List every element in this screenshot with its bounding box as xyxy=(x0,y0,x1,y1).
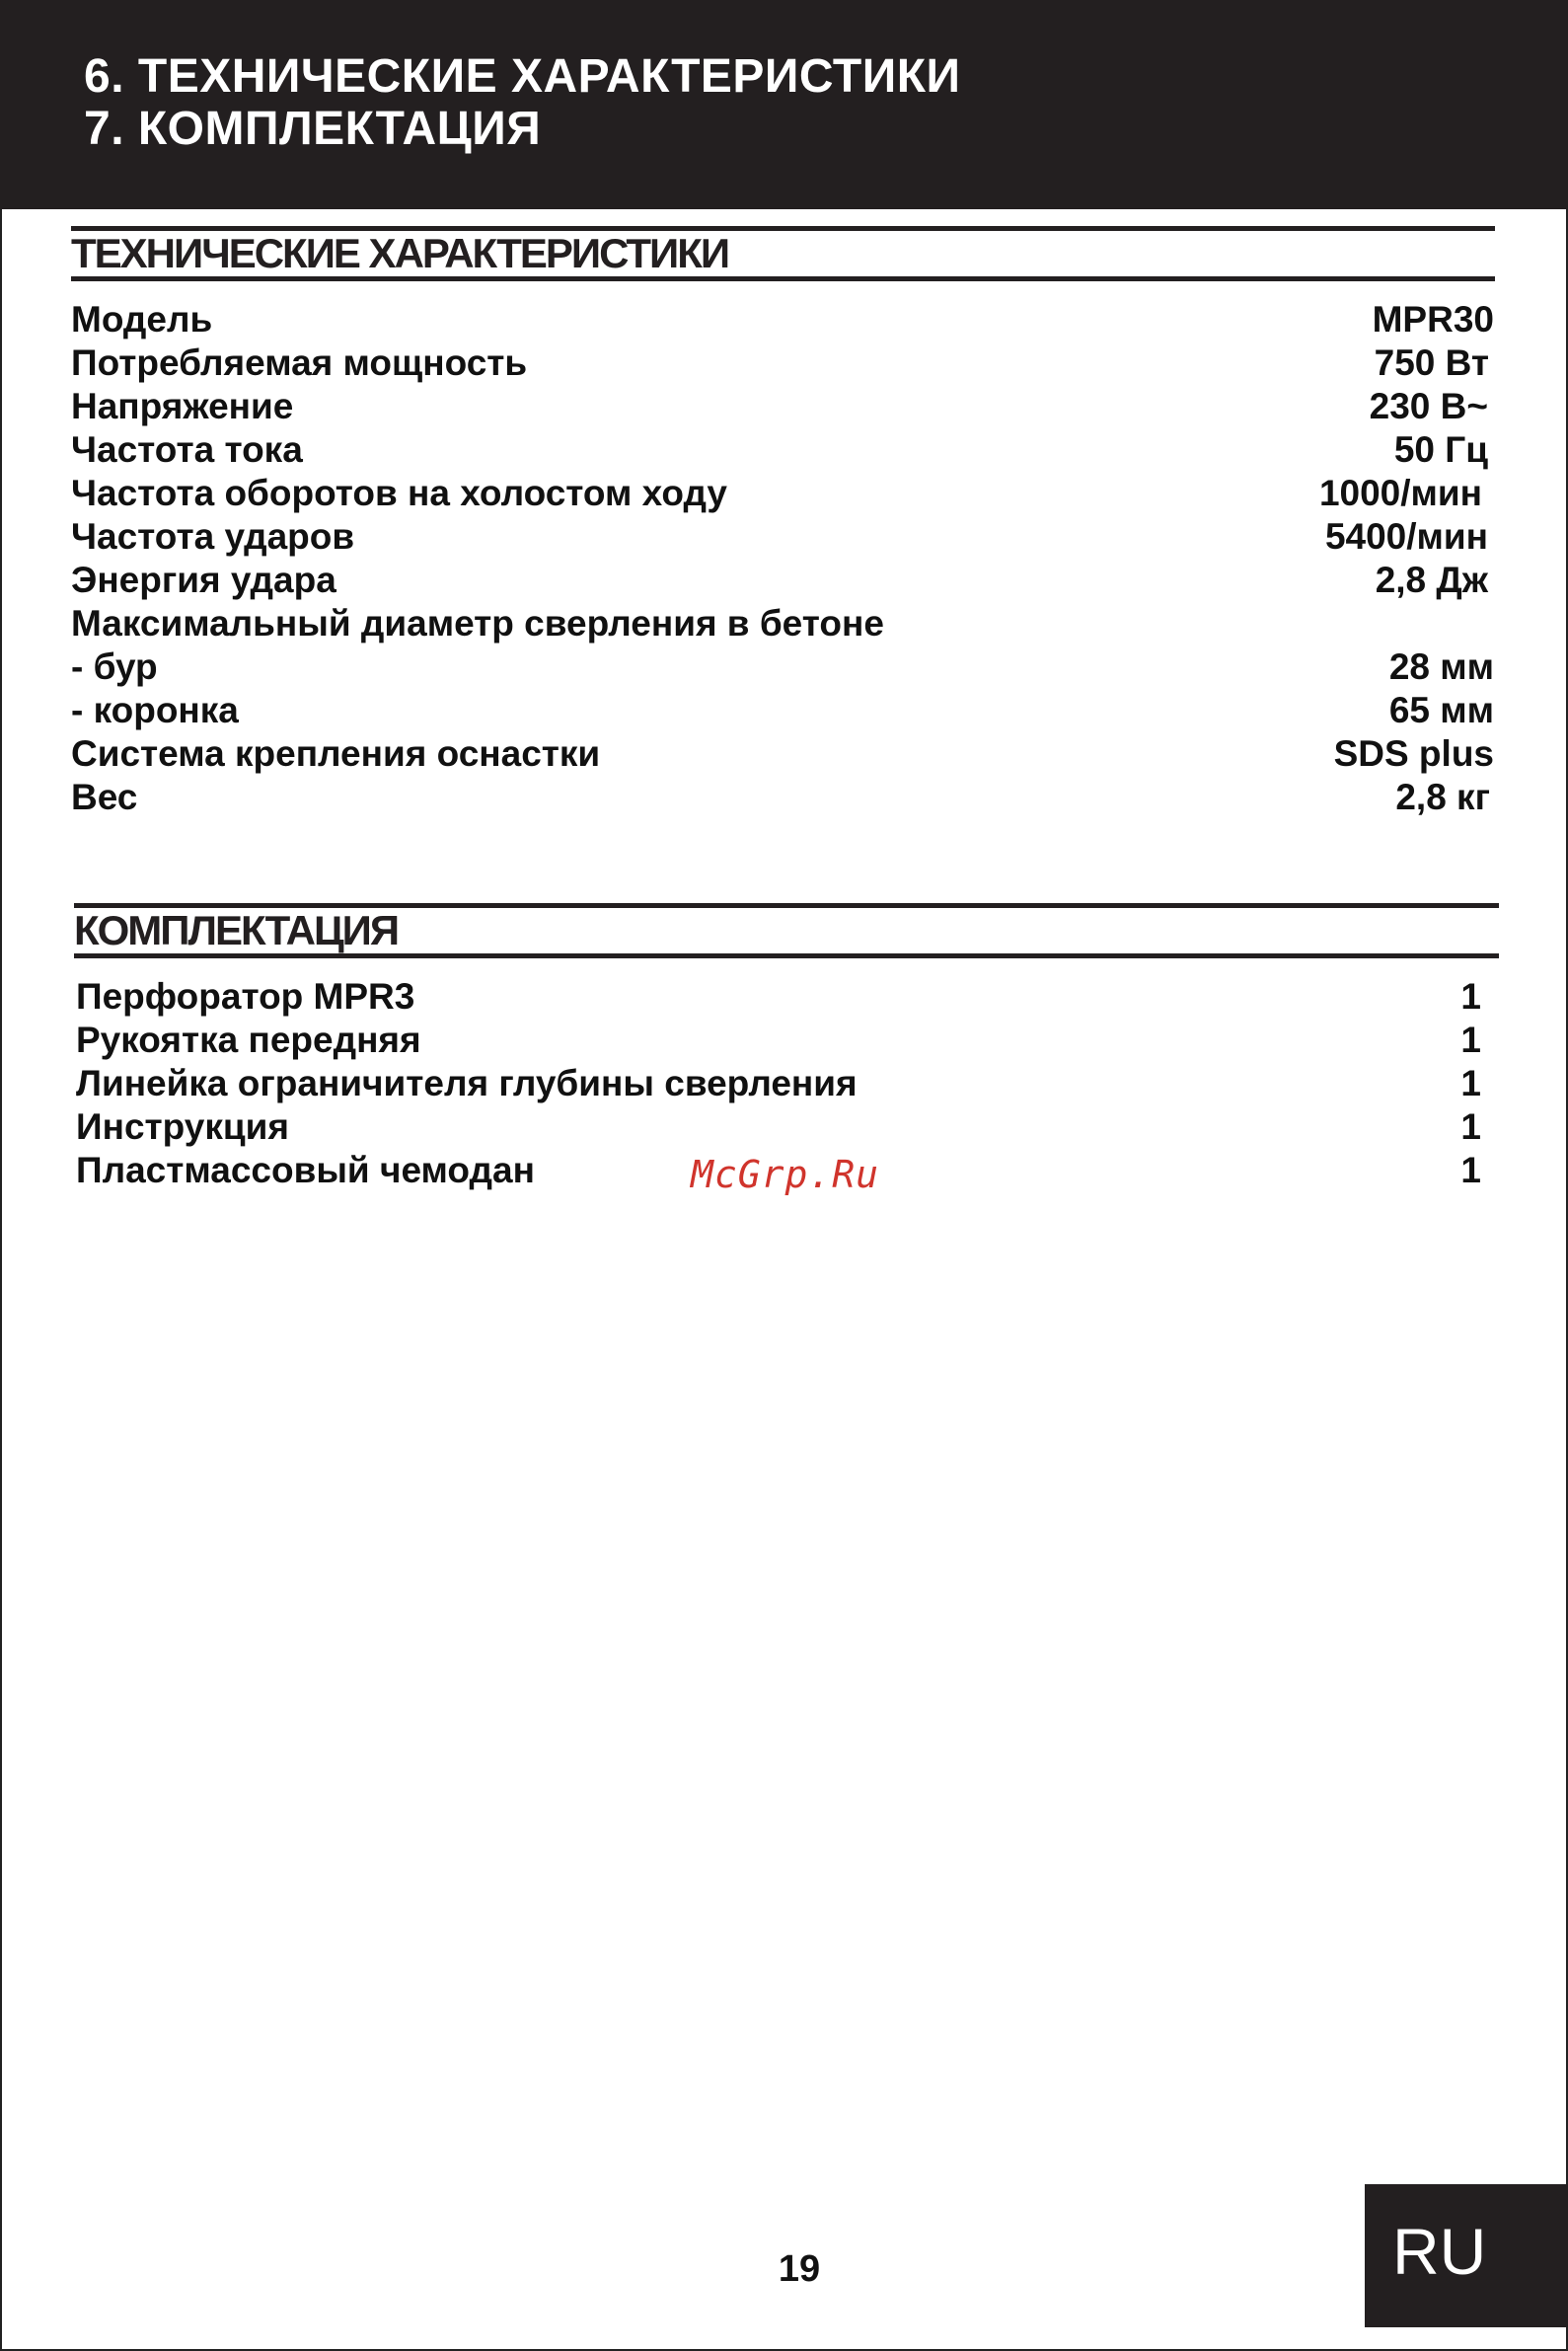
spec-row-power xyxy=(71,341,1494,385)
spec-row-voltage xyxy=(71,385,1494,428)
spec-label: Частота ударов xyxy=(71,516,355,557)
kit-item-quantity: 1 xyxy=(1460,976,1481,1017)
spec-value: 5400/мин xyxy=(1324,516,1488,557)
spec-row-model xyxy=(71,298,1494,341)
header-title-line-1: 6. ТЕХНИЧЕСКИЕ ХАРАКТЕРИСТИКИ xyxy=(84,50,961,103)
spec-label: Потребляемая мощность xyxy=(71,342,528,383)
spec-label: Частота оборотов на холостом ходу xyxy=(71,473,727,513)
kit-item-quantity: 1 xyxy=(1460,1020,1481,1060)
specs-section-title: ТЕХНИЧЕСКИЕ ХАРАКТЕРИСТИКИ xyxy=(71,230,729,276)
kit-row xyxy=(76,1062,1481,1105)
kit-item-label: Рукоятка передняя xyxy=(76,1020,421,1060)
language-tab xyxy=(1365,2184,1568,2327)
spec-value: 2,8 кг xyxy=(1395,777,1490,817)
spec-value: 2,8 Дж xyxy=(1375,560,1488,600)
spec-label: Напряжение xyxy=(71,386,294,426)
spec-label: Модель xyxy=(71,299,213,340)
spec-row-drill-bit xyxy=(71,645,1494,689)
specs-table xyxy=(71,298,1494,819)
spec-row-impact-rate xyxy=(71,515,1494,559)
spec-value: 50 Гц xyxy=(1393,429,1488,470)
page-number: 19 xyxy=(778,2248,821,2290)
watermark: McGrp.Ru xyxy=(691,1153,880,1196)
spec-row-core-bit xyxy=(71,689,1494,732)
spec-row-max-diameter xyxy=(71,602,1494,645)
spec-value: SDS plus xyxy=(1333,733,1494,774)
kit-section-header xyxy=(74,903,1499,958)
spec-label: - бур xyxy=(71,646,158,687)
kit-item-label: Пластмассовый чемодан xyxy=(76,1150,535,1190)
spec-label: Частота тока xyxy=(71,429,303,470)
language-tab-label: RU xyxy=(1392,2215,1487,2288)
kit-item-quantity: 1 xyxy=(1460,1106,1481,1147)
kit-section-title: КОМПЛЕКТАЦИЯ xyxy=(74,907,399,953)
specs-section-header xyxy=(71,226,1495,281)
spec-row-weight xyxy=(71,776,1494,819)
spec-value: 65 мм xyxy=(1388,690,1494,730)
kit-row xyxy=(76,1105,1481,1149)
spec-label: Максимальный диаметр сверления в бетоне xyxy=(71,603,884,644)
kit-item-label: Линейка ограничителя глубины сверления xyxy=(76,1063,858,1103)
spec-row-impact-energy xyxy=(71,559,1494,602)
spec-value: 230 В~ xyxy=(1369,386,1488,426)
kit-item-quantity: 1 xyxy=(1460,1150,1481,1190)
spec-label: Энергия удара xyxy=(71,560,336,600)
spec-value: 750 Вт xyxy=(1374,342,1489,383)
spec-row-frequency xyxy=(71,428,1494,472)
spec-value: 1000/мин xyxy=(1318,473,1482,513)
kit-row xyxy=(76,1019,1481,1062)
kit-item-label: Перфоратор MPR3 xyxy=(76,976,415,1017)
spec-label: - коронка xyxy=(71,690,239,730)
spec-value: 28 мм xyxy=(1388,646,1494,687)
header-title-line-2: 7. КОМПЛЕКТАЦИЯ xyxy=(84,103,542,155)
spec-row-idle-speed xyxy=(71,472,1494,515)
kit-item-quantity: 1 xyxy=(1460,1063,1481,1103)
header-band xyxy=(0,0,1568,209)
spec-value: MPR30 xyxy=(1372,299,1494,340)
kit-row xyxy=(76,975,1481,1019)
kit-item-label: Инструкция xyxy=(76,1106,289,1147)
spec-label: Вес xyxy=(71,777,138,817)
spec-row-chuck-system xyxy=(71,732,1494,776)
spec-label: Система крепления оснастки xyxy=(71,733,601,774)
